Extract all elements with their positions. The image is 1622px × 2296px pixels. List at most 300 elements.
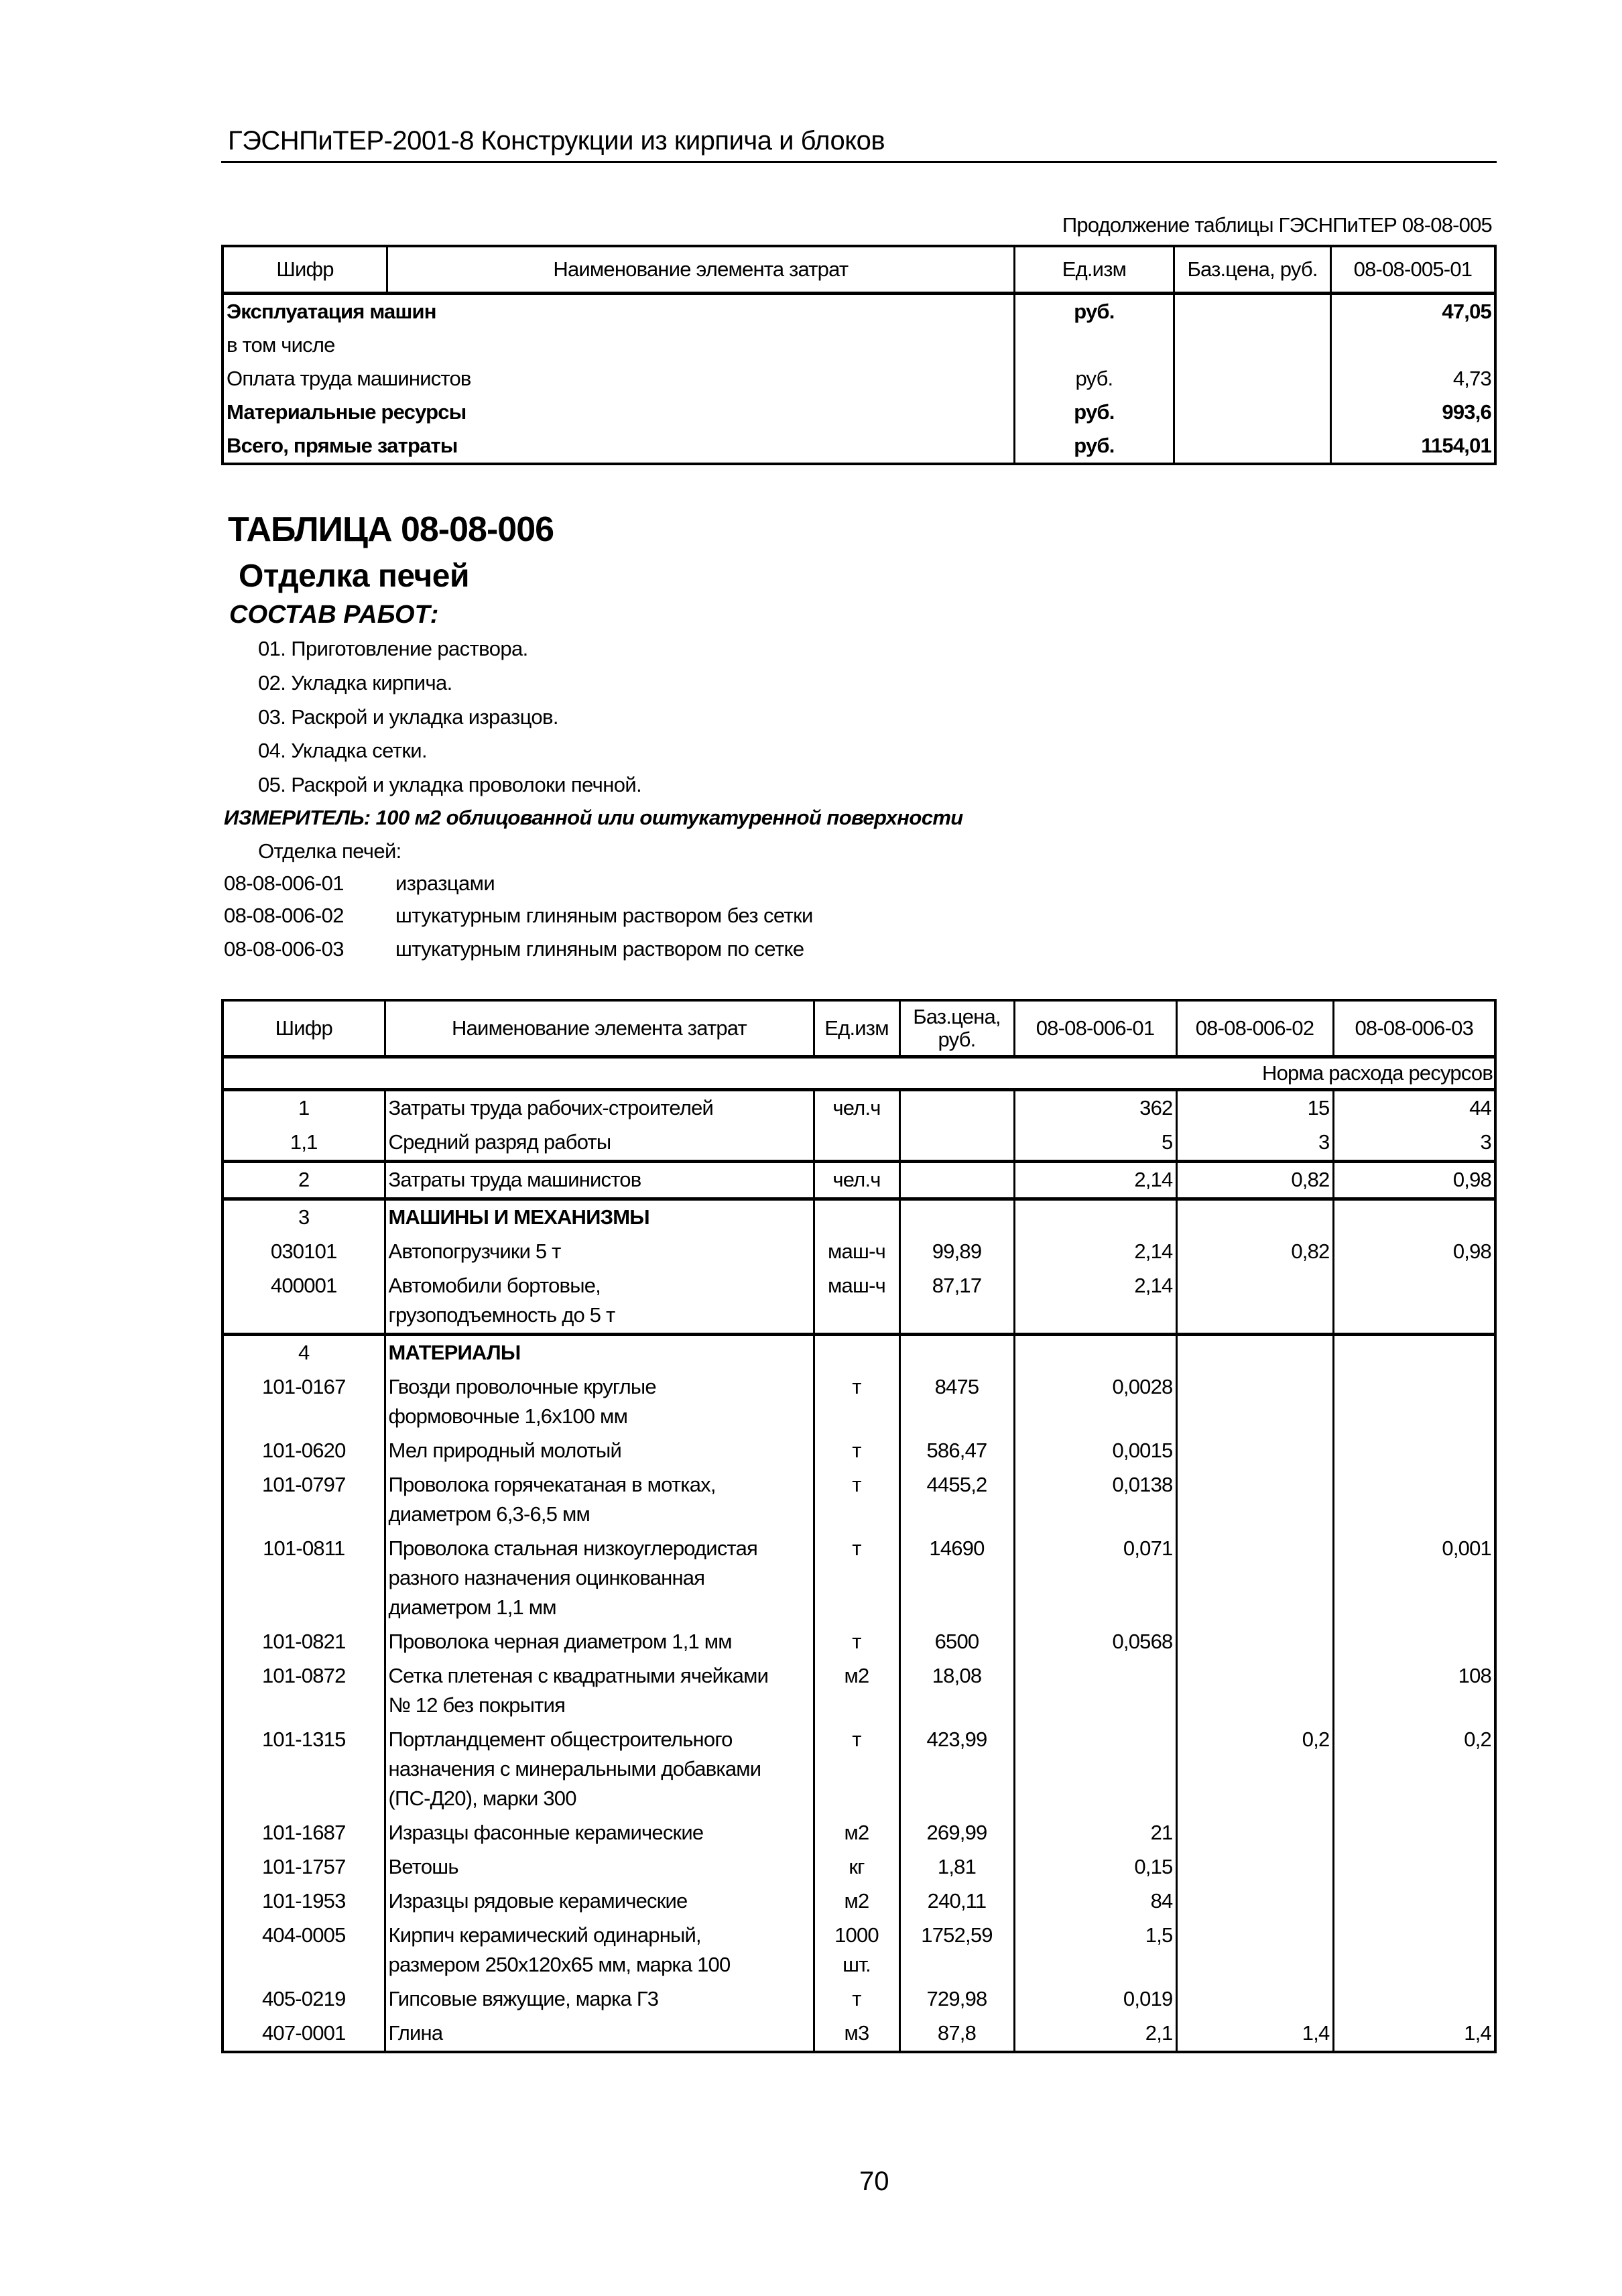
unit-line: т bbox=[852, 1375, 861, 1398]
unit-line: маш-ч bbox=[828, 1274, 885, 1297]
unit-line: м3 bbox=[844, 2021, 869, 2045]
name-line: Кирпич керамический одинарный, bbox=[388, 1923, 701, 1947]
row-code bbox=[223, 1434, 385, 1468]
row-unit: руб. bbox=[1014, 294, 1174, 329]
row-variant-3 bbox=[1333, 1162, 1495, 1199]
row-variant-3 bbox=[1333, 1199, 1495, 1235]
table-row bbox=[223, 1625, 1495, 1659]
price-text: 14690 bbox=[929, 1536, 985, 1560]
row-name: Всего, прямые затраты bbox=[223, 429, 1014, 464]
row-variant-1 bbox=[1014, 1468, 1176, 1532]
col-header-price: Баз.цена, руб. bbox=[1174, 246, 1331, 294]
name-line: МАТЕРИАЛЫ bbox=[388, 1341, 521, 1364]
row-price bbox=[899, 1884, 1014, 1919]
row-variant-2 bbox=[1176, 1816, 1333, 1850]
row-variant-1 bbox=[1014, 1269, 1176, 1335]
row-unit bbox=[814, 1850, 899, 1884]
row-name bbox=[385, 1434, 814, 1468]
table-title: ТАБЛИЦА 08-08-006 bbox=[228, 510, 554, 549]
row-code bbox=[223, 1269, 385, 1335]
row-name: в том числе bbox=[223, 328, 1014, 362]
variant-code: 08-08-006-01 bbox=[224, 871, 344, 895]
row-unit: руб. bbox=[1014, 396, 1174, 429]
row-unit bbox=[814, 2016, 899, 2052]
row-variant-2 bbox=[1176, 1919, 1333, 1982]
row-unit bbox=[814, 1090, 899, 1126]
row-variant-2 bbox=[1176, 1090, 1333, 1126]
resource-norms-table bbox=[221, 999, 1497, 2053]
price-text: 1752,59 bbox=[921, 1923, 993, 1947]
continued-cost-table bbox=[221, 245, 1497, 465]
code-text: 1 bbox=[298, 1096, 310, 1120]
code-text: 101-0167 bbox=[261, 1375, 346, 1398]
value-text: 3 bbox=[1318, 1130, 1330, 1154]
row-name bbox=[385, 1919, 814, 1982]
row-name bbox=[385, 1162, 814, 1199]
price-text: 729,98 bbox=[926, 1987, 987, 2010]
row-name: Эксплуатация машин bbox=[223, 294, 1014, 329]
row-variant-3 bbox=[1333, 1370, 1495, 1434]
row-code bbox=[223, 1884, 385, 1919]
code-text: 101-1757 bbox=[261, 1855, 346, 1878]
row-variant-3 bbox=[1333, 1850, 1495, 1884]
value-text: 2,14 bbox=[1134, 1168, 1173, 1191]
table-row bbox=[223, 1816, 1495, 1850]
unit-line: т bbox=[852, 1630, 861, 1653]
unit-line: т bbox=[852, 1439, 861, 1462]
row-price bbox=[899, 1659, 1014, 1723]
row-name bbox=[385, 1850, 814, 1884]
row-code bbox=[223, 1625, 385, 1659]
name-line: Проволока черная диаметром 1,1 мм bbox=[388, 1630, 732, 1653]
price-text: 4455,2 bbox=[926, 1473, 987, 1496]
row-unit: руб. bbox=[1014, 362, 1174, 396]
row-name bbox=[385, 1335, 814, 1371]
table-continuation-caption: Продолжение таблицы ГЭСНПиТЕР 08-08-005 bbox=[1062, 213, 1492, 237]
row-variant-1 bbox=[1014, 1982, 1176, 2016]
row-variant-2 bbox=[1176, 1370, 1333, 1434]
name-line: Автомобили бортовые, bbox=[388, 1274, 601, 1297]
row-price bbox=[899, 1162, 1014, 1199]
code-text: 400001 bbox=[270, 1274, 337, 1297]
row-price bbox=[899, 1723, 1014, 1816]
row-price bbox=[899, 1982, 1014, 2016]
name-line: диаметром 6,3-6,5 мм bbox=[388, 1502, 590, 1526]
row-price bbox=[899, 1850, 1014, 1884]
row-price bbox=[899, 1625, 1014, 1659]
price-text: 423,99 bbox=[926, 1728, 987, 1751]
table-row bbox=[223, 1434, 1495, 1468]
value-text: 0,98 bbox=[1452, 1240, 1491, 1263]
row-code bbox=[223, 1090, 385, 1126]
row-variant-2 bbox=[1176, 1162, 1333, 1199]
work-item: 05. Раскрой и укладка проволоки печной. bbox=[258, 773, 642, 796]
norm-label: Норма расхода ресурсов bbox=[223, 1057, 1495, 1090]
row-code bbox=[223, 1199, 385, 1235]
col-header-unit: Ед.изм bbox=[1014, 246, 1174, 294]
name-line: Сетка плетеная с квадратными ячейками bbox=[388, 1664, 769, 1687]
row-price bbox=[899, 1235, 1014, 1269]
unit-line: м2 bbox=[844, 1821, 869, 1844]
unit-line: чел.ч bbox=[832, 1168, 881, 1191]
unit-line: 1000 bbox=[834, 1923, 879, 1947]
col-header-norm: 08-08-005-01 bbox=[1330, 246, 1495, 294]
norm-label-row bbox=[223, 1057, 1495, 1090]
row-variant-2 bbox=[1176, 1199, 1333, 1235]
price-text: 18,08 bbox=[932, 1664, 982, 1687]
row-name bbox=[385, 1982, 814, 2016]
row-variant-3 bbox=[1333, 1919, 1495, 1982]
row-variant-2 bbox=[1176, 1335, 1333, 1371]
row-price bbox=[1174, 294, 1331, 329]
value-text: 0,82 bbox=[1291, 1240, 1330, 1263]
row-unit bbox=[814, 1919, 899, 1982]
value-text: 0,0028 bbox=[1112, 1375, 1173, 1398]
row-price bbox=[899, 1370, 1014, 1434]
section-name: Отделка печей bbox=[239, 558, 469, 594]
row-variant-3 bbox=[1333, 1335, 1495, 1371]
row-variant-2 bbox=[1176, 1126, 1333, 1162]
row-variant-3 bbox=[1333, 1884, 1495, 1919]
value-text: 44 bbox=[1469, 1096, 1491, 1120]
name-line: Средний разряд работы bbox=[388, 1130, 611, 1154]
code-text: 101-1687 bbox=[261, 1821, 346, 1844]
value-text: 0,019 bbox=[1123, 1987, 1173, 2010]
row-variant-1 bbox=[1014, 1434, 1176, 1468]
row-name bbox=[385, 1199, 814, 1235]
row-variant-1 bbox=[1014, 1370, 1176, 1434]
row-value: 47,05 bbox=[1330, 294, 1495, 329]
variants-title: Отделка печей: bbox=[258, 839, 401, 863]
name-line: Изразцы фасонные керамические bbox=[388, 1821, 704, 1844]
row-price bbox=[899, 1199, 1014, 1235]
row-price bbox=[899, 1468, 1014, 1532]
name-line: Гвозди проволочные круглые bbox=[388, 1375, 656, 1398]
name-line: назначения с минеральными добавками bbox=[388, 1757, 761, 1780]
row-variant-1 bbox=[1014, 1919, 1176, 1982]
row-variant-1 bbox=[1014, 2016, 1176, 2052]
row-variant-2 bbox=[1176, 1659, 1333, 1723]
value-text: 0,071 bbox=[1123, 1536, 1173, 1560]
price-text: 269,99 bbox=[926, 1821, 987, 1844]
table-row bbox=[223, 362, 1495, 396]
code-text: 101-0872 bbox=[261, 1664, 346, 1687]
row-name bbox=[385, 1269, 814, 1335]
running-header: ГЭСНПиТЕР-2001-8 Конструкции из кирпича и блоков bbox=[228, 126, 885, 156]
value-text: 3 bbox=[1480, 1130, 1491, 1154]
table-row bbox=[223, 1090, 1495, 1126]
row-unit bbox=[814, 1335, 899, 1371]
row-code bbox=[223, 1126, 385, 1162]
row-name bbox=[385, 2016, 814, 2052]
row-name bbox=[385, 1090, 814, 1126]
row-variant-2 bbox=[1176, 1468, 1333, 1532]
row-variant-1 bbox=[1014, 1162, 1176, 1199]
table-row bbox=[223, 1982, 1495, 2016]
row-variant-3 bbox=[1333, 1468, 1495, 1532]
variant-description: штукатурным глиняным раствором по сетке bbox=[395, 937, 804, 961]
row-unit bbox=[814, 1126, 899, 1162]
table-row bbox=[223, 1269, 1495, 1335]
row-variant-1 bbox=[1014, 1090, 1176, 1126]
unit-line: маш-ч bbox=[828, 1240, 885, 1263]
row-unit bbox=[814, 1532, 899, 1625]
row-price bbox=[1174, 429, 1331, 464]
price-text: 1,81 bbox=[937, 1855, 977, 1878]
row-variant-3 bbox=[1333, 1434, 1495, 1468]
code-text: 404-0005 bbox=[261, 1923, 346, 1947]
name-line: размером 250x120x65 мм, марка 100 bbox=[388, 1953, 731, 1976]
table-row bbox=[223, 1919, 1495, 1982]
variant-description: изразцами bbox=[395, 871, 495, 895]
row-price bbox=[899, 1269, 1014, 1335]
row-variant-1 bbox=[1014, 1625, 1176, 1659]
value-text: 1,5 bbox=[1145, 1923, 1173, 1947]
code-text: 1,1 bbox=[290, 1130, 318, 1154]
code-text: 101-0811 bbox=[263, 1536, 345, 1560]
price-text: 87,17 bbox=[932, 1274, 982, 1297]
value-text: 0,98 bbox=[1452, 1168, 1491, 1191]
name-line: Ветошь bbox=[388, 1855, 458, 1878]
table-row bbox=[223, 294, 1495, 329]
table-row bbox=[223, 1532, 1495, 1625]
unit-line: м2 bbox=[844, 1664, 869, 1687]
table-row bbox=[223, 429, 1495, 464]
row-variant-3 bbox=[1333, 1532, 1495, 1625]
table-row bbox=[223, 1370, 1495, 1434]
code-text: 101-1953 bbox=[261, 1889, 346, 1913]
row-code bbox=[223, 1816, 385, 1850]
col-header-price: Баз.цена, руб. bbox=[899, 1000, 1014, 1057]
table-header-row bbox=[223, 246, 1495, 294]
row-variant-3 bbox=[1333, 1625, 1495, 1659]
col-header-name: Наименование элемента затрат bbox=[385, 1000, 814, 1057]
table-header-row bbox=[223, 1000, 1495, 1057]
measurement-unit: ИЗМЕРИТЕЛЬ: 100 м2 облицованной или оштукатуренной поверхности bbox=[224, 806, 963, 829]
value-text: 15 bbox=[1307, 1096, 1330, 1120]
row-variant-1 bbox=[1014, 1723, 1176, 1816]
unit-line: чел.ч bbox=[832, 1096, 881, 1120]
row-code bbox=[223, 1850, 385, 1884]
code-text: 101-0620 bbox=[261, 1439, 346, 1462]
table-row bbox=[223, 396, 1495, 429]
row-price bbox=[1174, 362, 1331, 396]
row-price bbox=[899, 2016, 1014, 2052]
row-value: 993,6 bbox=[1330, 396, 1495, 429]
row-code bbox=[223, 1468, 385, 1532]
row-value: 4,73 bbox=[1330, 362, 1495, 396]
variant-code: 08-08-006-02 bbox=[224, 904, 344, 927]
row-variant-2 bbox=[1176, 1723, 1333, 1816]
row-price bbox=[1174, 328, 1331, 362]
code-text: 101-0821 bbox=[261, 1630, 346, 1653]
row-variant-2 bbox=[1176, 1434, 1333, 1468]
row-variant-1 bbox=[1014, 1335, 1176, 1371]
row-variant-3 bbox=[1333, 2016, 1495, 2052]
price-text: 99,89 bbox=[932, 1240, 982, 1263]
row-price bbox=[899, 1532, 1014, 1625]
price-text: 87,8 bbox=[937, 2021, 977, 2045]
table-row bbox=[223, 328, 1495, 362]
row-variant-1 bbox=[1014, 1816, 1176, 1850]
row-name bbox=[385, 1532, 814, 1625]
table-row bbox=[223, 1162, 1495, 1199]
row-price bbox=[899, 1335, 1014, 1371]
row-price bbox=[899, 1919, 1014, 1982]
name-line: грузоподъемность до 5 т bbox=[388, 1303, 615, 1327]
row-code bbox=[223, 1532, 385, 1625]
row-variant-2 bbox=[1176, 1982, 1333, 2016]
name-line: Изразцы рядовые керамические bbox=[388, 1889, 688, 1913]
name-line: (ПС-Д20), марки 300 bbox=[388, 1787, 576, 1810]
row-code bbox=[223, 1335, 385, 1371]
row-unit bbox=[814, 1982, 899, 2016]
row-variant-2 bbox=[1176, 1269, 1333, 1335]
works-title: СОСТАВ РАБОТ: bbox=[229, 601, 439, 629]
row-code bbox=[223, 1723, 385, 1816]
table-row bbox=[223, 1335, 1495, 1371]
code-text: 030101 bbox=[270, 1240, 337, 1263]
header-rule bbox=[221, 161, 1497, 163]
row-code bbox=[223, 1659, 385, 1723]
code-text: 101-1315 bbox=[261, 1728, 346, 1751]
work-item: 01. Приготовление раствора. bbox=[258, 637, 528, 660]
unit-line: кг bbox=[849, 1855, 865, 1878]
name-line: МАШИНЫ И МЕХАНИЗМЫ bbox=[388, 1205, 649, 1229]
row-variant-2 bbox=[1176, 1235, 1333, 1269]
row-variant-3 bbox=[1333, 1816, 1495, 1850]
row-code bbox=[223, 2016, 385, 2052]
unit-line: т bbox=[852, 1987, 861, 2010]
unit-line: т bbox=[852, 1728, 861, 1751]
value-text: 0,82 bbox=[1291, 1168, 1330, 1191]
table-row bbox=[223, 1850, 1495, 1884]
name-line: Проволока стальная низкоуглеродистая bbox=[388, 1536, 757, 1560]
row-price bbox=[899, 1126, 1014, 1162]
unit-line: т bbox=[852, 1473, 861, 1496]
row-code bbox=[223, 1982, 385, 2016]
variant-description: штукатурным глиняным раствором без сетки bbox=[395, 904, 813, 927]
unit-line: м2 bbox=[844, 1889, 869, 1913]
name-line: Глина bbox=[388, 2021, 443, 2045]
row-unit bbox=[814, 1370, 899, 1434]
row-unit bbox=[814, 1659, 899, 1723]
row-name: Материальные ресурсы bbox=[223, 396, 1014, 429]
row-variant-1 bbox=[1014, 1199, 1176, 1235]
row-unit bbox=[814, 1723, 899, 1816]
unit-line: т bbox=[852, 1536, 861, 1560]
table-row bbox=[223, 1659, 1495, 1723]
row-unit bbox=[814, 1269, 899, 1335]
name-line: Затраты труда рабочих-строителей bbox=[388, 1096, 714, 1120]
row-variant-3 bbox=[1333, 1090, 1495, 1126]
value-text: 108 bbox=[1458, 1664, 1491, 1687]
value-text: 0,0138 bbox=[1112, 1473, 1173, 1496]
name-line: разного назначения оцинкованная bbox=[388, 1566, 705, 1589]
row-unit bbox=[814, 1235, 899, 1269]
row-variant-2 bbox=[1176, 1850, 1333, 1884]
table-row bbox=[223, 1235, 1495, 1269]
name-line: Гипсовые вяжущие, марка Г3 bbox=[388, 1987, 659, 2010]
row-name bbox=[385, 1884, 814, 1919]
row-name bbox=[385, 1625, 814, 1659]
row-code bbox=[223, 1235, 385, 1269]
name-line: Проволока горячекатаная в мотках, bbox=[388, 1473, 716, 1496]
value-text: 5 bbox=[1162, 1130, 1173, 1154]
row-name bbox=[385, 1816, 814, 1850]
row-unit bbox=[814, 1884, 899, 1919]
table-row bbox=[223, 1884, 1495, 1919]
row-variant-2 bbox=[1176, 1625, 1333, 1659]
code-text: 2 bbox=[298, 1168, 310, 1191]
value-text: 0,0568 bbox=[1112, 1630, 1173, 1653]
table-row bbox=[223, 1199, 1495, 1235]
price-text: 586,47 bbox=[926, 1439, 987, 1462]
value-text: 0,2 bbox=[1302, 1728, 1330, 1751]
col-header-variant-1: 08-08-006-01 bbox=[1014, 1000, 1176, 1057]
row-unit bbox=[814, 1434, 899, 1468]
row-name bbox=[385, 1126, 814, 1162]
value-text: 2,1 bbox=[1145, 2021, 1173, 2045]
code-text: 3 bbox=[298, 1205, 310, 1229]
row-unit bbox=[814, 1468, 899, 1532]
row-unit: руб. bbox=[1014, 429, 1174, 464]
work-item: 03. Раскрой и укладка изразцов. bbox=[258, 705, 558, 729]
row-variant-3 bbox=[1333, 1235, 1495, 1269]
row-value bbox=[1330, 328, 1495, 362]
unit-line: шт. bbox=[843, 1953, 871, 1976]
col-header-variant-2: 08-08-006-02 bbox=[1176, 1000, 1333, 1057]
row-name bbox=[385, 1370, 814, 1434]
table-row bbox=[223, 2016, 1495, 2052]
row-value: 1154,01 bbox=[1330, 429, 1495, 464]
row-price bbox=[1174, 396, 1331, 429]
value-text: 2,14 bbox=[1134, 1274, 1173, 1297]
value-text: 0,2 bbox=[1464, 1728, 1491, 1751]
col-header-variant-3: 08-08-006-03 bbox=[1333, 1000, 1495, 1057]
value-text: 84 bbox=[1150, 1889, 1173, 1913]
name-line: Мел природный молотый bbox=[388, 1439, 622, 1462]
row-variant-2 bbox=[1176, 1532, 1333, 1625]
code-text: 405-0219 bbox=[261, 1987, 346, 2010]
row-unit bbox=[1014, 328, 1174, 362]
row-code bbox=[223, 1919, 385, 1982]
row-variant-1 bbox=[1014, 1659, 1176, 1723]
row-code bbox=[223, 1162, 385, 1199]
name-line: Автопогрузчики 5 т bbox=[388, 1240, 561, 1263]
table-row bbox=[223, 1468, 1495, 1532]
col-header-unit: Ед.изм bbox=[814, 1000, 899, 1057]
row-variant-3 bbox=[1333, 1269, 1495, 1335]
table-row bbox=[223, 1126, 1495, 1162]
row-variant-1 bbox=[1014, 1126, 1176, 1162]
work-item: 02. Укладка кирпича. bbox=[258, 671, 452, 694]
page-number: 70 bbox=[859, 2167, 889, 2196]
row-name bbox=[385, 1659, 814, 1723]
row-variant-1 bbox=[1014, 1884, 1176, 1919]
row-name bbox=[385, 1723, 814, 1816]
code-text: 101-0797 bbox=[261, 1473, 346, 1496]
value-text: 0,001 bbox=[1442, 1536, 1491, 1560]
col-header-code: Шифр bbox=[223, 1000, 385, 1057]
row-price bbox=[899, 1090, 1014, 1126]
name-line: диаметром 1,1 мм bbox=[388, 1595, 556, 1619]
price-text: 240,11 bbox=[927, 1889, 987, 1913]
name-line: № 12 без покрытия bbox=[388, 1693, 566, 1717]
value-text: 0,15 bbox=[1134, 1855, 1173, 1878]
table-row bbox=[223, 1723, 1495, 1816]
col-header-name: Наименование элемента затрат bbox=[387, 246, 1015, 294]
